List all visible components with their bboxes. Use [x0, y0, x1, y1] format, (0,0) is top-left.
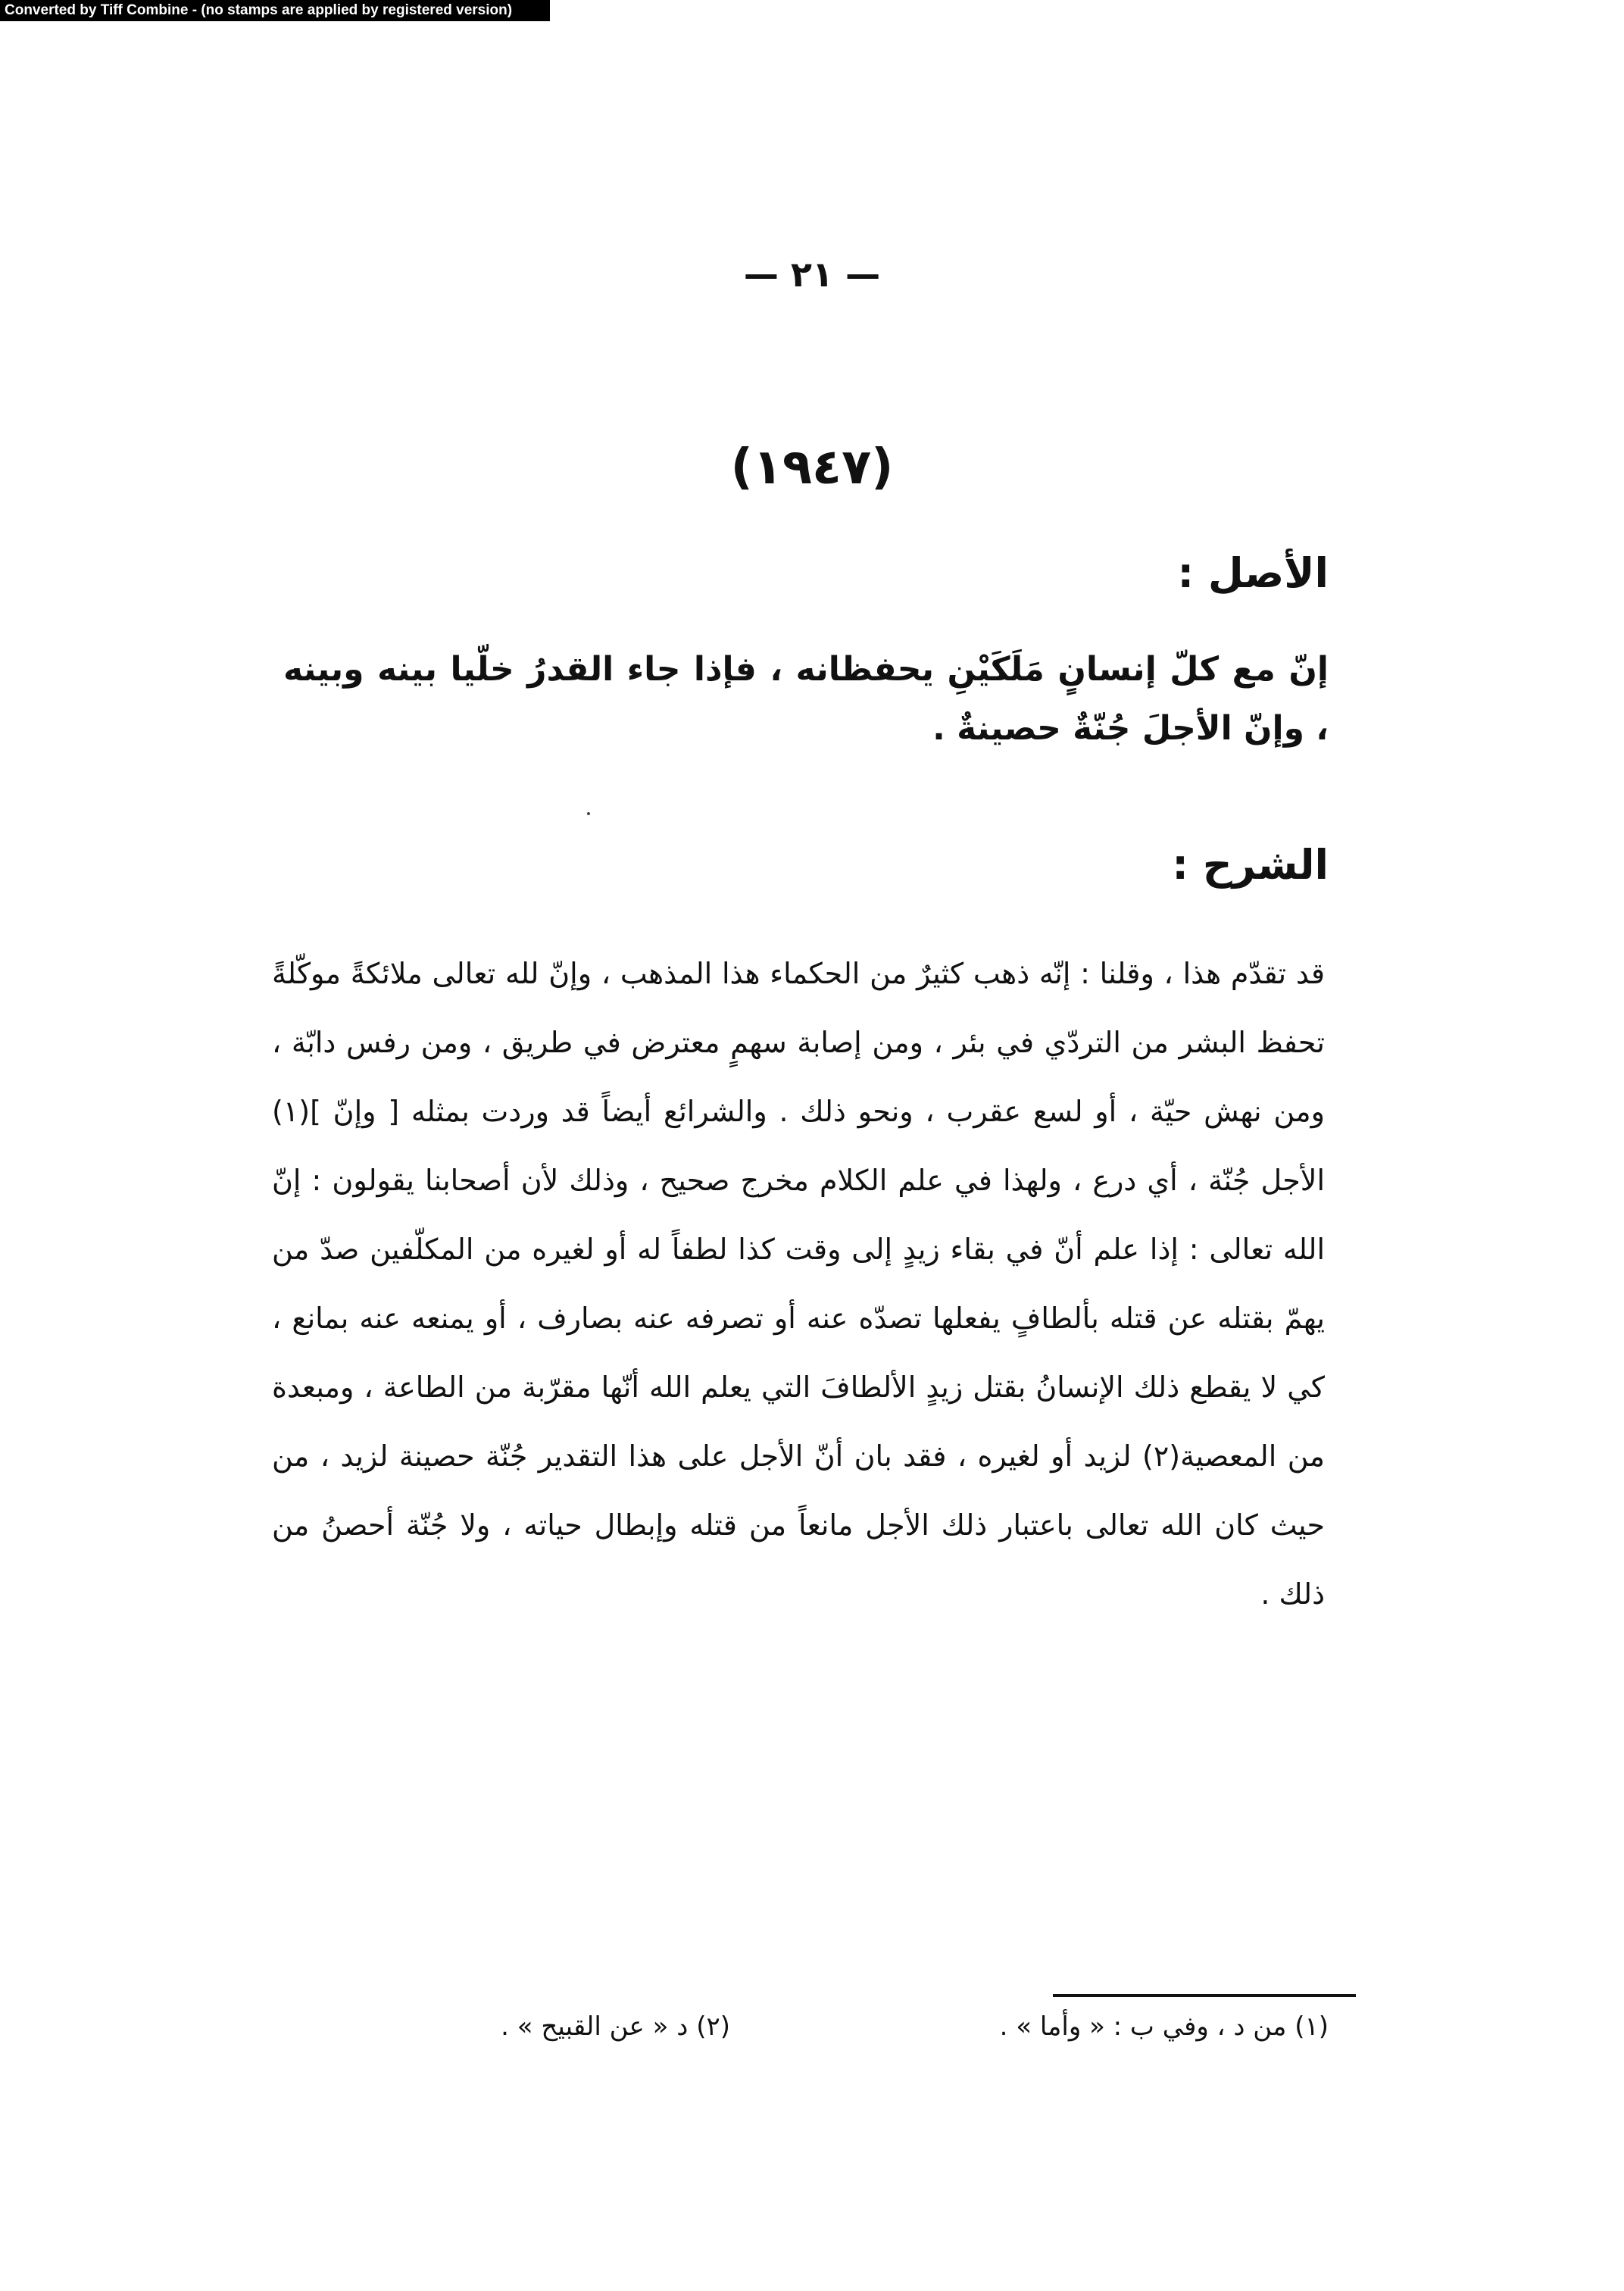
page-number: — ٢١ —: [743, 254, 881, 295]
origin-text: إنّ مع كلّ إنسانٍ مَلَكَيْنِ يحفظانه ، فإذا جاء القدرُ خلّيا بينه وبينه ، وإنّ الأجلَ جُنّةٌ حصينةٌ .: [283, 650, 1329, 748]
footnote-divider: [1053, 1994, 1356, 1997]
footnote-1: (١) من د ، وفي ب : « وأما » .: [999, 2011, 1329, 2042]
origin-heading: الأصل :: [1177, 549, 1329, 597]
converter-banner: Converted by Tiff Combine - (no stamps are applied by registered version): [0, 0, 550, 21]
commentary-text: قد تقدّم هذا ، وقلنا : إنّه ذهب كثيرٌ من الحكماء هذا المذهب ، وإنّ لله تعالى ملائكةً موكّلةً تحفظ البشر من التردّي في بئر ، ومن إصابة سهمٍ معترض في طريق ، ومن رفس دابّة ، ومن نهش حيّة ، أو لسع عقرب ، ونحو ذلك . والشرائع أيضاً قد وردت بمثله [ وإنّ ](١) الأجل جُنّة ، أي درع ، ولهذا في علم الكلام مخرج صحيح ، وذلك لأن أصحابنا يقولون : إنّ الله تعالى : إذا علم أنّ في بقاء زيدٍ إلى وقت كذا لطفاً له أو لغيره من المكلّفين صدّ من يهمّ بقتله عن قتله بألطافٍ يفعلها تصدّه عنه أو تصرفه عنه بصارف ، أو يمنعه عنه بمانع ، كي لا يقطع ذلك الإنسانُ بقتل زيدٍ الألطافَ التي يعلم الله أنّها مقرّبة من الطاعة ، ومبعدة من المعصية(٢) لزيد أو لغيره ، فقد بان أنّ الأجل على هذا التقدير جُنّة حصينة لزيد ، من حيث كان الله تعالى باعتبار ذلك الأجل مانعاً من قتله وإبطال حياته ، ولا جُنّة أحصنُ من ذلك .: [272, 957, 1326, 1611]
footnote-2: (٢) د « عن القبيح » .: [501, 2011, 730, 2042]
entry-number: (١٩٤٧): [730, 439, 894, 495]
scan-speck: [587, 812, 590, 815]
commentary-heading: الشرح :: [1172, 841, 1329, 889]
